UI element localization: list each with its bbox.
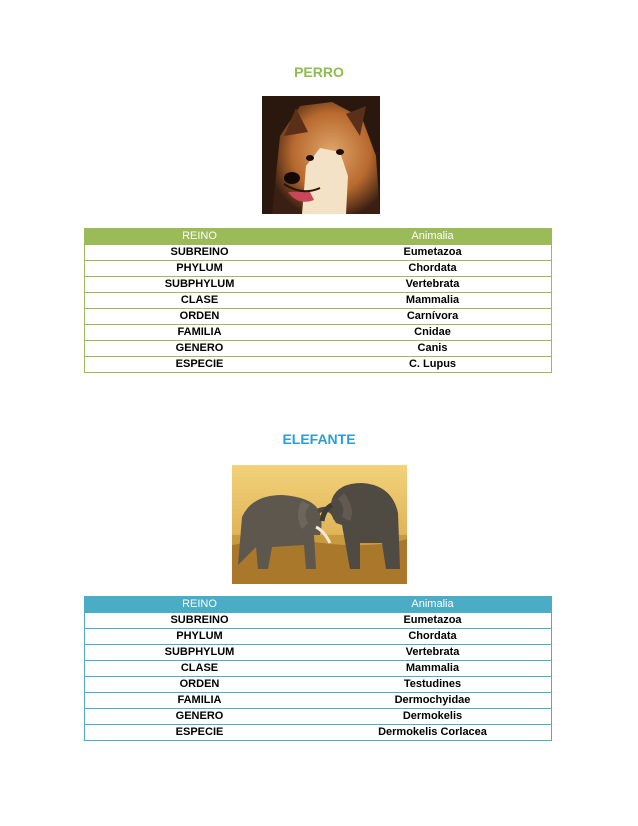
value-cell: Canis	[314, 341, 551, 357]
table-row	[85, 629, 552, 645]
value-cell: Dermokelis	[314, 709, 552, 725]
rank-cell: SUBPHYLUM	[85, 277, 315, 293]
table-row	[85, 693, 552, 709]
elefante-taxonomy-table	[84, 596, 552, 741]
rank-cell: SUBREINO	[85, 245, 315, 261]
table-header-row	[85, 229, 552, 245]
table-row	[85, 645, 552, 661]
table-row	[85, 309, 552, 325]
rank-cell: ESPECIE	[85, 357, 315, 373]
value-cell: Eumetazoa	[314, 613, 552, 629]
rank-cell: FAMILIA	[85, 693, 315, 709]
perro-title: PERRO	[294, 64, 344, 80]
value-cell: Vertebrata	[314, 277, 551, 293]
value-cell: Cnidae	[314, 325, 551, 341]
rank-cell: GENERO	[85, 709, 315, 725]
rank-cell: REINO	[85, 597, 315, 613]
value-cell: Eumetazoa	[314, 245, 551, 261]
value-cell: Mammalia	[314, 661, 552, 677]
table-row	[85, 677, 552, 693]
rank-cell: REINO	[85, 229, 315, 245]
rank-cell: FAMILIA	[85, 325, 315, 341]
rank-cell: CLASE	[85, 661, 315, 677]
table-row	[85, 357, 552, 373]
rank-cell: PHYLUM	[85, 629, 315, 645]
value-cell: Carnívora	[314, 309, 551, 325]
perro-taxonomy-table	[84, 228, 552, 373]
value-cell: Chordata	[314, 261, 551, 277]
elephants-illustration	[232, 465, 407, 584]
table-row	[85, 293, 552, 309]
elephants-photo	[232, 465, 407, 584]
elefante-title: ELEFANTE	[282, 431, 356, 447]
value-cell: Mammalia	[314, 293, 551, 309]
value-cell: Testudines	[314, 677, 552, 693]
table-row	[85, 725, 552, 741]
rank-cell: SUBREINO	[85, 613, 315, 629]
table-row	[85, 277, 552, 293]
value-cell: C. Lupus	[314, 357, 551, 373]
rank-cell: ORDEN	[85, 309, 315, 325]
rank-cell: GENERO	[85, 341, 315, 357]
table-header-row	[85, 597, 552, 613]
value-cell: Dermokelis Corlacea	[314, 725, 552, 741]
table-row	[85, 325, 552, 341]
table-row	[85, 261, 552, 277]
value-cell: Animalia	[314, 597, 552, 613]
table-row	[85, 661, 552, 677]
rank-cell: SUBPHYLUM	[85, 645, 315, 661]
dog-photo	[262, 96, 380, 214]
value-cell: Chordata	[314, 629, 552, 645]
table-row	[85, 341, 552, 357]
value-cell: Animalia	[314, 229, 551, 245]
table-row	[85, 709, 552, 725]
value-cell: Dermochyidae	[314, 693, 552, 709]
rank-cell: PHYLUM	[85, 261, 315, 277]
rank-cell: ESPECIE	[85, 725, 315, 741]
rank-cell: CLASE	[85, 293, 315, 309]
rank-cell: ORDEN	[85, 677, 315, 693]
dog-illustration	[262, 96, 380, 214]
table-row	[85, 613, 552, 629]
table-row	[85, 245, 552, 261]
value-cell: Vertebrata	[314, 645, 552, 661]
